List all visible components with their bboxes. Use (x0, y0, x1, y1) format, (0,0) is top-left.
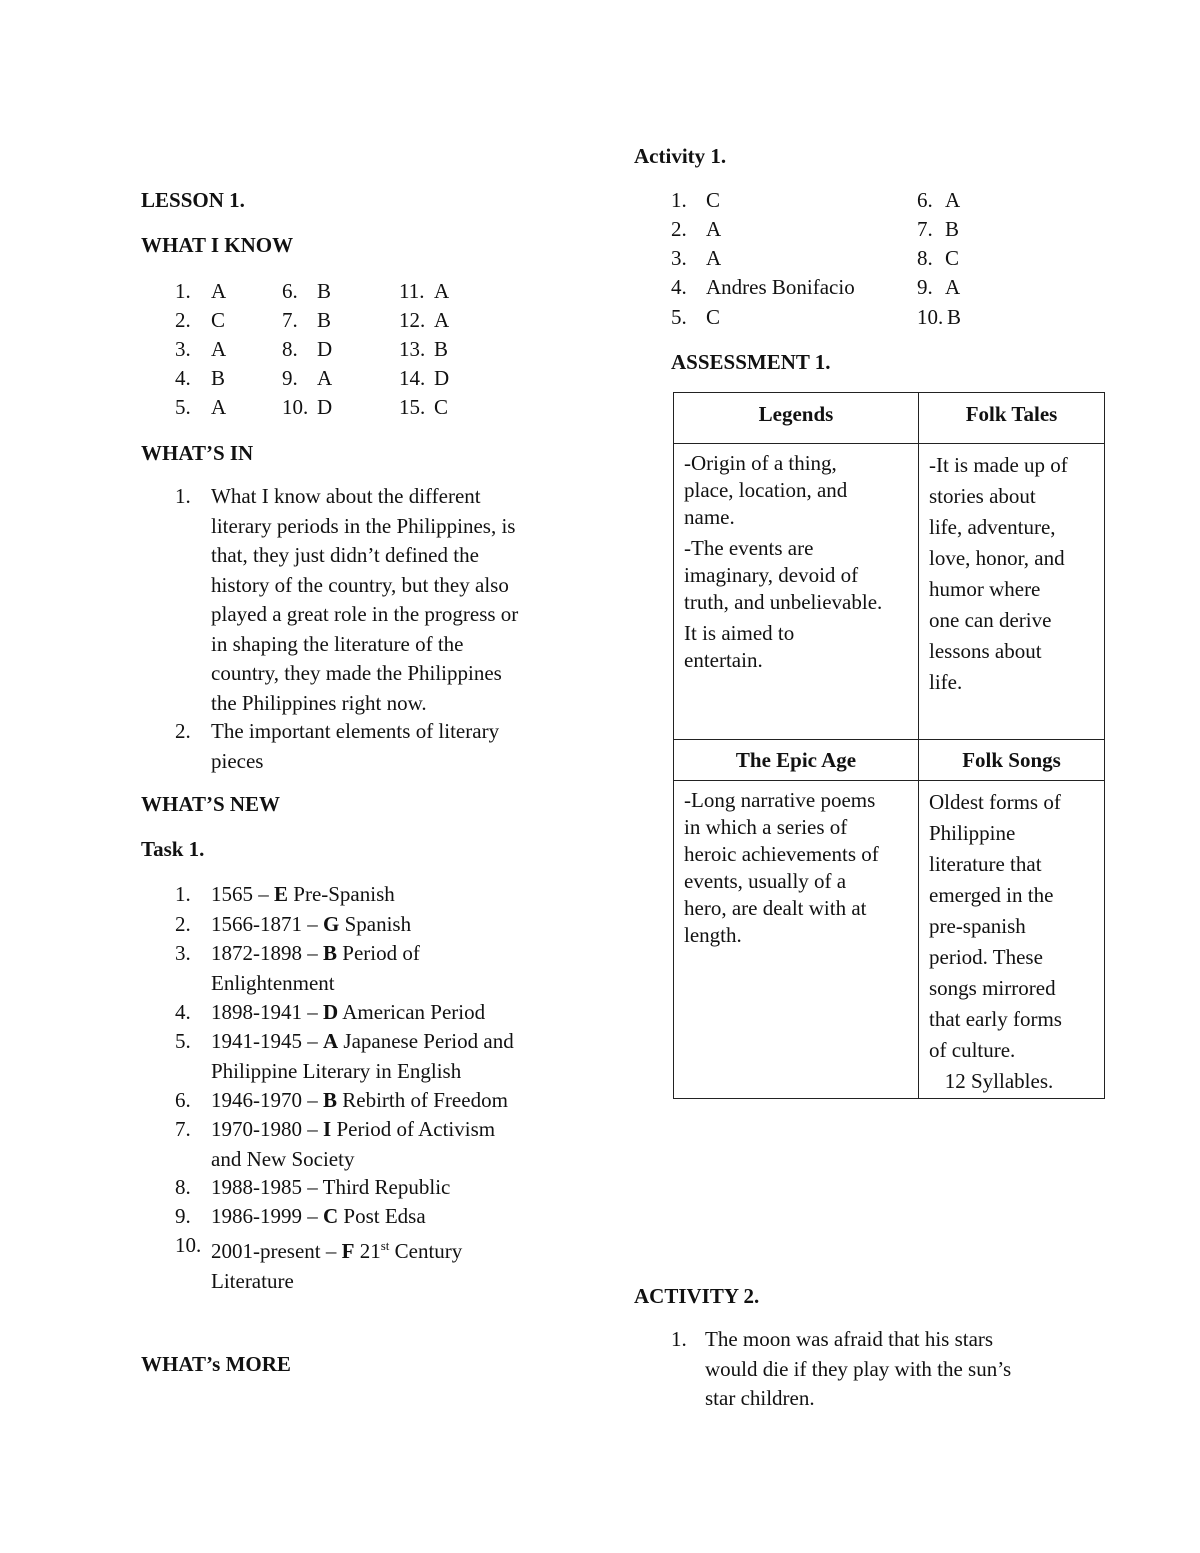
what-i-know-heading: WHAT I KNOW (141, 233, 294, 257)
task-1-heading: Task 1. (141, 837, 205, 861)
activity-2-heading: ACTIVITY 2. (634, 1284, 760, 1308)
table-header-legends: Legends (674, 393, 919, 444)
table-cell-folk-songs: Oldest forms of Philippine literature that emerged in the pre-spanish period. These songs mirrored that early forms of culture. 12 Syllables. (919, 781, 1105, 1099)
table-cell-epic-age: -Long narrative poems in which a series of heroic achievements of events, usually of a hero, are dealt with at length. (674, 781, 919, 1099)
whats-more-heading: WHAT’s MORE (141, 1352, 291, 1376)
table-cell-folk-tales: -It is made up of stories about life, adventure, love, honor, and humor where one can derive lessons about life. (919, 444, 1105, 740)
whats-in-heading: WHAT’S IN (141, 441, 254, 465)
assessment-1-heading: ASSESSMENT 1. (671, 350, 831, 374)
assessment-table (673, 392, 1105, 1099)
table-header-folk-songs: Folk Songs (919, 740, 1105, 781)
table-header-folk-tales: Folk Tales (919, 393, 1105, 444)
lesson-title: LESSON 1. (141, 188, 245, 212)
table-cell-legends: -Origin of a thing, place, location, and name. -The events are imaginary, devoid of truth, and unbelievable. It is aimed to entertain. (674, 444, 919, 740)
whats-new-heading: WHAT’S NEW (141, 792, 281, 816)
activity-1-heading: Activity 1. (634, 144, 727, 168)
table-header-epic-age: The Epic Age (674, 740, 919, 781)
